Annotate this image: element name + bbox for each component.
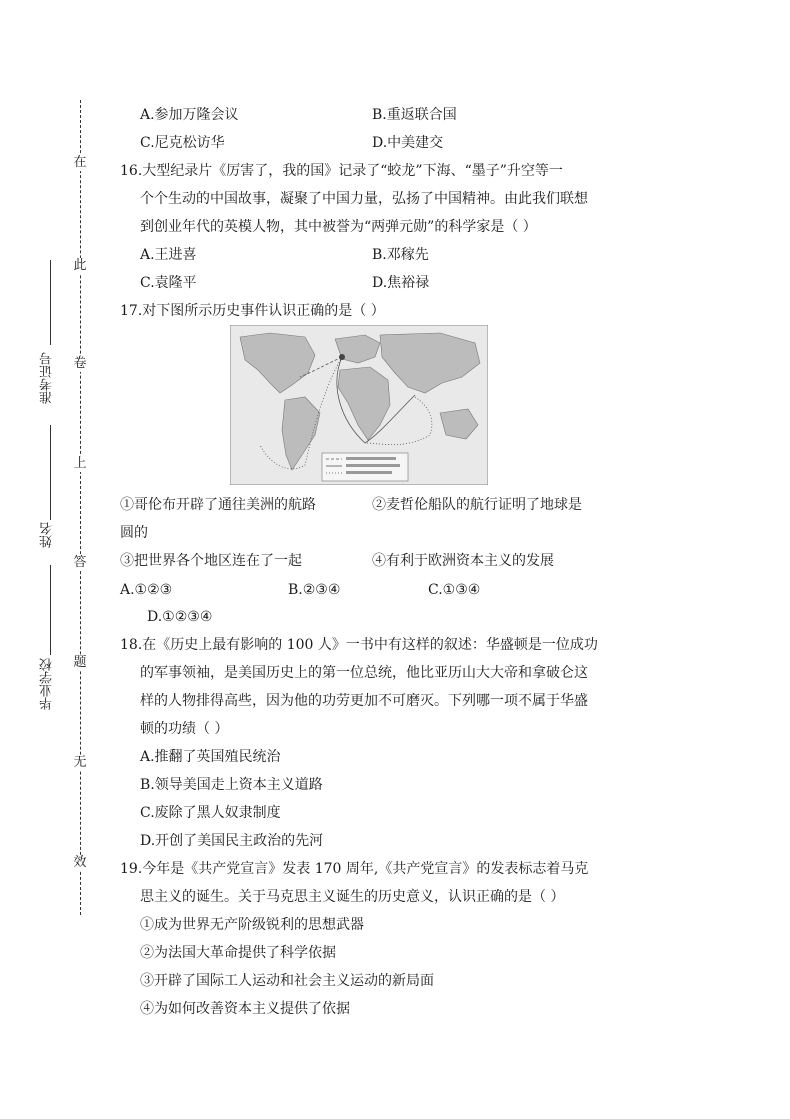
- q15-option-a: A.参加万隆会议: [140, 107, 239, 123]
- q19-statement-2: ②为法国大革命提供了科学依据: [140, 945, 336, 961]
- q17-statement-1: ①哥伦布开辟了通往美洲的航路: [120, 497, 316, 513]
- q18-stem-line3: 样的人物排得高些，因为他的功劳更加不可磨灭。下列哪一项不属于华盛: [140, 693, 588, 709]
- q18-option-a: A.推翻了英国殖民统治: [140, 749, 281, 765]
- q17-statement-2-cont: 圆的: [120, 525, 148, 541]
- exam-number-label: 准考证号: [40, 352, 55, 404]
- seal-char: 无: [70, 755, 90, 771]
- q16-option-d: D.焦裕禄: [372, 275, 430, 291]
- q19-stem-line1: 19.今年是《共产党宣言》发表 170 周年,《共产党宣言》的发表标志着马克: [120, 861, 589, 877]
- q19-statement-1: ①成为世界无产阶级锐利的思想武器: [140, 917, 364, 933]
- q15-option-c: C.尼克松访华: [140, 135, 225, 151]
- q15-option-b: B.重返联合国: [372, 107, 457, 123]
- dashed-seal-line: [80, 100, 81, 915]
- blank-line: [50, 425, 51, 520]
- seal-char: 在: [70, 155, 90, 171]
- q17-option-c: C.①③④: [428, 582, 481, 598]
- q17-option-b: B.②③④: [288, 582, 341, 598]
- q19-statement-4: ④为如何改善资本主义提供了依据: [140, 1001, 350, 1017]
- q19-statement-3: ③开辟了国际工人运动和社会主义运动的新局面: [140, 973, 434, 989]
- name-label: 姓名: [40, 522, 55, 548]
- q15-option-d: D.中美建交: [372, 135, 444, 151]
- school-label: 毕业学校: [40, 658, 55, 710]
- blank-line: [50, 565, 51, 655]
- q18-option-d: D.开创了美国民主政治的先河: [140, 833, 324, 849]
- q18-option-c: C.废除了黑人奴隶制度: [140, 805, 281, 821]
- q17-option-a: A.①②③: [120, 582, 173, 598]
- q18-stem-line1: 18.在《历史上最有影响的 100 人》一书中有这样的叙述：华盛顿是一位成功: [120, 637, 598, 653]
- seal-char: 上: [70, 456, 90, 472]
- q18-option-b: B.领导美国走上资本主义道路: [140, 777, 323, 793]
- q16-stem-line3: 到创业年代的英模人物，其中被誉为“两弹元勋”的科学家是（ ）: [140, 219, 537, 235]
- q17-statement-2: ②麦哲伦船队的航行证明了地球是: [372, 497, 582, 513]
- q18-stem-line4: 顿的功绩（ ）: [140, 721, 229, 737]
- voyage-map: [230, 325, 488, 485]
- q17-option-d: D.①②③④: [147, 609, 213, 625]
- q16-option-a: A.王进喜: [140, 247, 197, 263]
- seal-char: 题: [70, 655, 90, 671]
- q16-option-b: B.邓稼先: [372, 247, 429, 263]
- q16-stem-line2: 个个生动的中国故事，凝聚了中国力量，弘扬了中国精神。由此我们联想: [140, 191, 588, 207]
- q17-statement-3: ③把世界各个地区连在了一起: [120, 553, 302, 569]
- seal-char: 效: [70, 855, 90, 871]
- q17-stem: 17.对下图所示历史事件认识正确的是（ ）: [120, 303, 385, 319]
- q16-stem-line1: 16.大型纪录片《厉害了，我的国》记录了“蛟龙”下海、“墨子”升空等一: [120, 163, 563, 179]
- q16-option-c: C.袁隆平: [140, 275, 197, 291]
- blank-line: [50, 260, 51, 345]
- seal-char: 卷: [70, 356, 90, 372]
- q18-stem-line2: 的军事领袖，是美国历史上的第一位总统，他比亚历山大大帝和拿破仑这: [140, 665, 588, 681]
- world-map-figure: [230, 325, 488, 485]
- q19-stem-line2: 思主义的诞生。关于马克思主义诞生的历史意义，认识正确的是（ ）: [140, 889, 565, 905]
- seal-char: 答: [70, 555, 90, 571]
- q17-statement-4: ④有利于欧洲资本主义的发展: [372, 553, 554, 569]
- seal-char: 此: [70, 258, 90, 274]
